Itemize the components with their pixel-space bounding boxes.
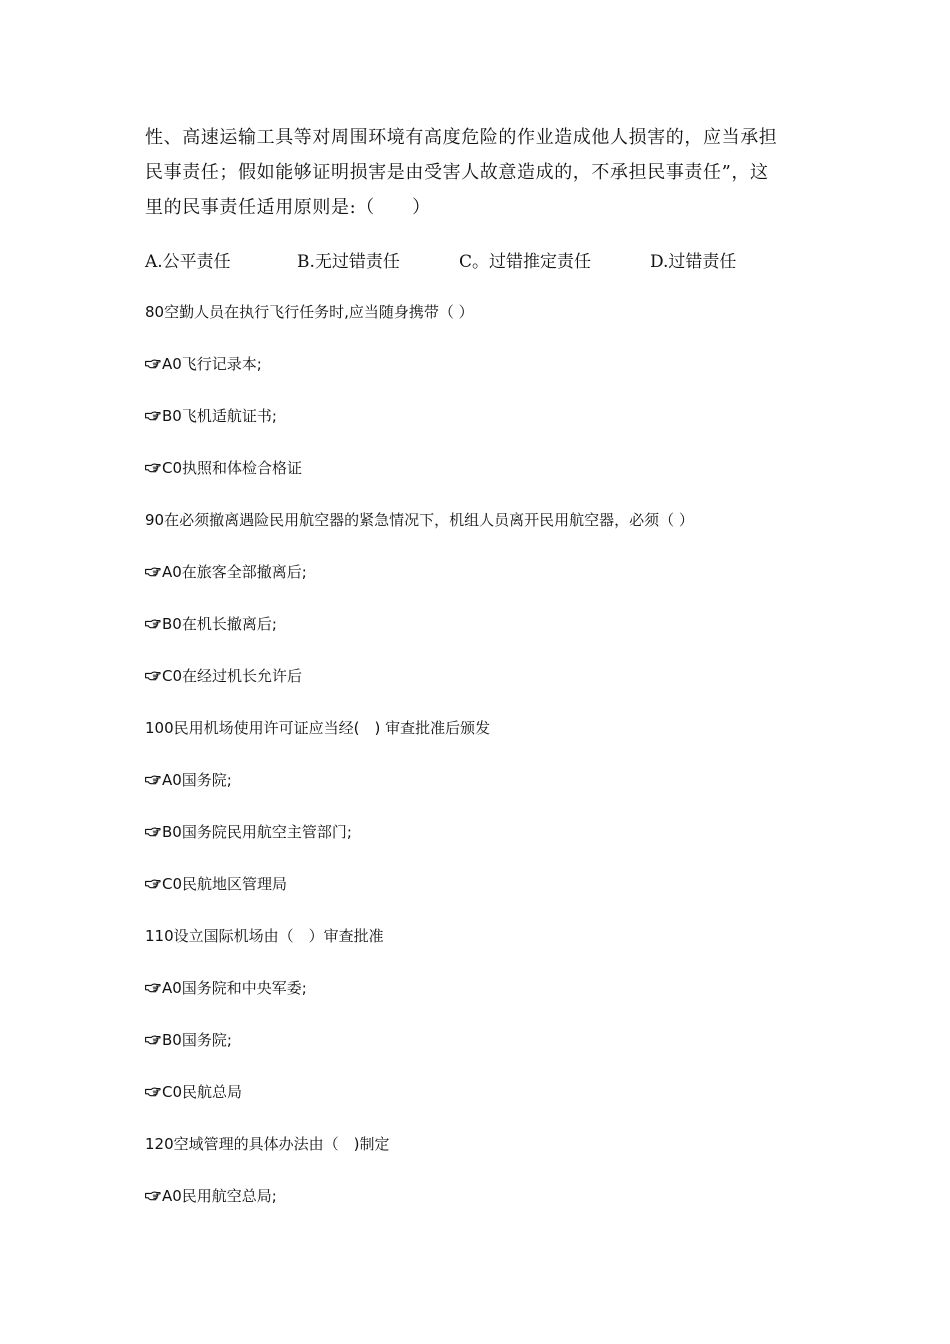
- pointing-hand-icon: [145, 972, 162, 1004]
- question-text: 100民用机场使用许可证应当经( ) 审查批准后颁发: [145, 719, 491, 737]
- option-text: C0民航地区管理局: [162, 875, 288, 893]
- option-text: A0在旅客全部撤离后;: [162, 563, 307, 581]
- option-text: B0在机长撤离后;: [162, 615, 277, 633]
- question-line: [145, 504, 845, 556]
- option-text: B0飞机适航证书;: [162, 407, 277, 425]
- option-text: C0执照和体检合格证: [162, 459, 303, 477]
- option-text: C0民航总局: [162, 1083, 243, 1101]
- intro-line: 民事责任；假如能够证明损害是由受害人故意造成的，不承担民事责任”，这: [145, 162, 769, 183]
- pointing-hand-icon: [145, 452, 162, 484]
- option-text: A0民用航空总局;: [162, 1187, 277, 1205]
- question-line: [145, 920, 845, 972]
- answer-option: [145, 764, 845, 816]
- option-b: B.无过错责任: [297, 252, 400, 272]
- question-text: 90在必须撤离遇险民用航空器的紧急情况下，机组人员离开民用航空器，必须（ ）: [145, 511, 694, 529]
- question-text: 120空域管理的具体办法由（ )制定: [145, 1135, 390, 1153]
- answer-option: [145, 868, 845, 920]
- question-79-options: [145, 246, 825, 278]
- answer-option: [145, 608, 845, 660]
- pointing-hand-icon: [145, 660, 162, 692]
- question-79-continuation: [145, 120, 815, 225]
- option-c: C。过错推定责任: [459, 252, 592, 272]
- pointing-hand-icon: [145, 816, 162, 848]
- answer-option: [145, 1076, 845, 1128]
- pointing-hand-icon: [145, 1180, 162, 1212]
- option-text: A0飞行记录本;: [162, 355, 262, 373]
- question-line: [145, 296, 845, 348]
- intro-line: 性、高速运输工具等对周围环境有高度危险的作业造成他人损害的，应当承担: [145, 127, 778, 148]
- answer-option: [145, 400, 845, 452]
- answer-option: [145, 1024, 845, 1076]
- question-line: [145, 712, 845, 764]
- question-list: [145, 296, 845, 1232]
- option-d: D.过错责任: [650, 252, 737, 272]
- option-text: A0国务院和中央军委;: [162, 979, 307, 997]
- option-text: C0在经过机长允许后: [162, 667, 303, 685]
- pointing-hand-icon: [145, 868, 162, 900]
- answer-option: [145, 1180, 845, 1232]
- answer-option: [145, 452, 845, 504]
- pointing-hand-icon: [145, 1076, 162, 1108]
- option-text: A0国务院;: [162, 771, 232, 789]
- answer-option: [145, 972, 845, 1024]
- question-text: 80空勤人员在执行飞行任务时,应当随身携带（ ）: [145, 303, 474, 321]
- pointing-hand-icon: [145, 764, 162, 796]
- answer-option: [145, 556, 845, 608]
- pointing-hand-icon: [145, 348, 162, 380]
- answer-option: [145, 816, 845, 868]
- answer-option: [145, 660, 845, 712]
- pointing-hand-icon: [145, 608, 162, 640]
- pointing-hand-icon: [145, 1024, 162, 1056]
- option-a: A.公平责任: [145, 252, 231, 272]
- option-text: B0国务院;: [162, 1031, 232, 1049]
- pointing-hand-icon: [145, 556, 162, 588]
- question-text: 110设立国际机场由（ ）审查批准: [145, 927, 384, 945]
- answer-option: [145, 348, 845, 400]
- pointing-hand-icon: [145, 400, 162, 432]
- question-line: [145, 1128, 845, 1180]
- intro-line: 里的民事责任适用原则是:（ ）: [145, 197, 431, 218]
- option-text: B0国务院民用航空主管部门;: [162, 823, 352, 841]
